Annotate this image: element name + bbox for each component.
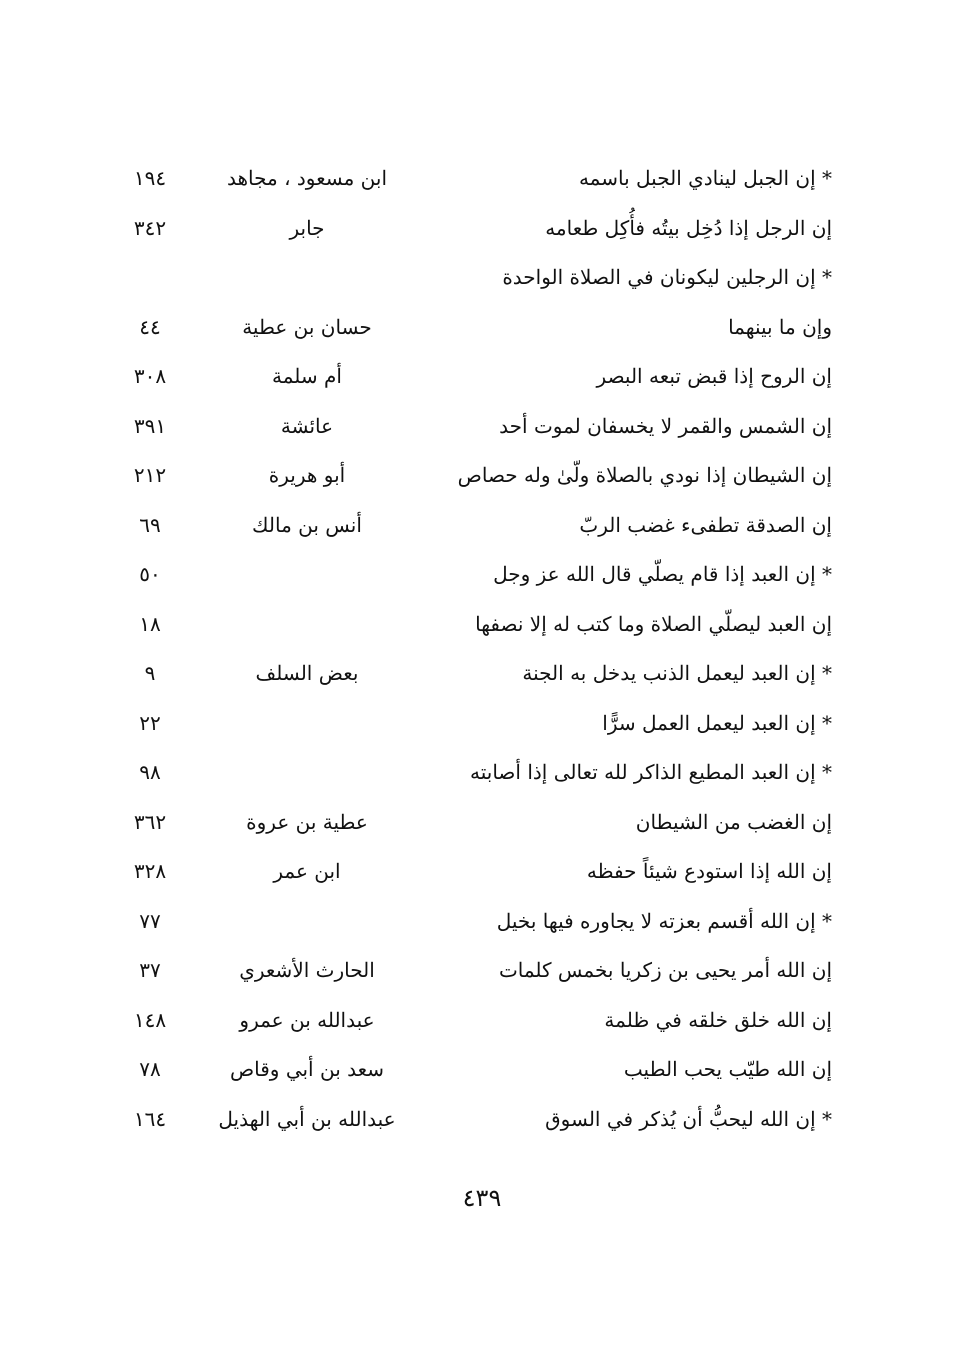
page-reference: ١٩٤ xyxy=(133,166,167,190)
narrator-name: أنس بن مالك xyxy=(252,512,362,537)
index-row xyxy=(120,748,832,798)
narrator-name: ابن عمر xyxy=(273,859,341,883)
hadith-text: إن الغضب من الشيطان xyxy=(635,809,832,834)
page-reference: ٩٨ xyxy=(139,760,161,784)
hadith-text: إن الرجل إذا دُخِل بيتُه فأُكِل طعامه xyxy=(545,215,832,240)
index-row xyxy=(120,996,832,1046)
narrator-name: بعض السلف xyxy=(255,661,359,685)
index-row xyxy=(120,303,832,353)
page-reference: ٧٨ xyxy=(139,1057,161,1081)
index-row xyxy=(120,798,832,848)
hadith-text: * إن العبد ليعمل الذنب يدخل به الجنة xyxy=(522,661,832,685)
hadith-index-list xyxy=(120,154,832,1150)
page-reference: ٧٧ xyxy=(139,908,161,933)
page-reference: ٣٩١ xyxy=(133,413,167,438)
hadith-text: وإن ما بينهما xyxy=(728,314,832,339)
hadith-text: * إن العبد ليعمل العمل سرًّا xyxy=(602,710,832,735)
index-row xyxy=(120,451,832,501)
narrator-name: عطية بن عروة xyxy=(246,809,368,834)
hadith-text: * إن الله أقسم بعزته لا يجاوره فيها بخيل xyxy=(496,908,832,933)
hadith-text: * إن الرجلين ليكونان في الصلاة الواحدة xyxy=(502,265,832,289)
index-row xyxy=(120,402,832,452)
index-row xyxy=(120,1045,832,1095)
page-reference: ٣٢٨ xyxy=(133,859,167,883)
page-reference: ٢٢ xyxy=(139,710,161,735)
hadith-text: إن العبد ليصلّي الصلاة وما كتب له إلا نصفها xyxy=(475,611,832,636)
page-reference: ١٤٨ xyxy=(133,1007,167,1032)
hadith-text: إن الروح إذا قبض تبعه البصر xyxy=(596,364,832,388)
index-row xyxy=(120,946,832,996)
page-reference: ٤٤ xyxy=(139,314,161,339)
page-reference: ٣٠٨ xyxy=(133,364,167,388)
narrator-name: الحارث الأشعري xyxy=(239,958,375,982)
page-reference: ٥٠ xyxy=(139,562,161,586)
index-row xyxy=(120,847,832,897)
page-reference: ٦٩ xyxy=(139,512,161,537)
index-row xyxy=(120,649,832,699)
index-row xyxy=(120,154,832,204)
narrator-name: عبدالله بن عمرو xyxy=(239,1007,375,1032)
page-reference: ٢١٢ xyxy=(133,463,167,487)
narrator-name: عبدالله بن أبي الهذيل xyxy=(218,1106,396,1131)
page-number: ٤٣٩ xyxy=(462,1184,502,1212)
page-reference: ٩ xyxy=(144,661,156,685)
hadith-text: إن الله طيّب يحب الطيب xyxy=(623,1057,832,1081)
page-reference: ٣٤٢ xyxy=(133,215,167,240)
hadith-text: إن الشمس والقمر لا يخسفان لموت أحد xyxy=(499,413,832,438)
index-row xyxy=(120,699,832,749)
hadith-text: * إن العبد المطيع الذاكر لله تعالى إذا أصابته xyxy=(470,760,832,784)
hadith-text: إن الصدقة تطفىء غضب الربّ xyxy=(579,512,832,537)
hadith-text: إن الشيطان إذا نودي بالصلاة ولّىٰ وله حصاص xyxy=(457,463,832,487)
narrator-name: عائشة xyxy=(280,413,334,438)
hadith-text: * إن العبد إذا قام يصلّي قال الله عز وجل xyxy=(493,562,832,586)
narrator-name: سعد بن أبي وقاص xyxy=(229,1057,385,1081)
page-reference: ١٦٤ xyxy=(133,1106,167,1131)
page-reference: ٣٦٢ xyxy=(133,809,167,834)
index-row xyxy=(120,253,832,303)
index-row xyxy=(120,501,832,551)
narrator-name: جابر xyxy=(289,215,325,240)
narrator-name: أبو هريرة xyxy=(268,463,346,487)
index-row xyxy=(120,600,832,650)
page-reference: ١٨ xyxy=(139,611,161,636)
index-row xyxy=(120,1095,832,1145)
hadith-text: * إن الله ليحبُّ أن يُذكر في السوق xyxy=(545,1106,832,1131)
hadith-text: إن الله إذا استودع شيئاً حفظه xyxy=(586,859,832,883)
index-row xyxy=(120,352,832,402)
narrator-name: ابن مسعود ، مجاهد xyxy=(226,166,388,190)
narrator-name: أم سلمة xyxy=(272,364,342,388)
index-row xyxy=(120,550,832,600)
index-row xyxy=(120,204,832,254)
index-row xyxy=(120,897,832,947)
hadith-text: * إن الجبل لينادي الجبل باسمه xyxy=(578,166,832,190)
narrator-name: حسان بن عطية xyxy=(242,314,372,339)
hadith-text: إن الله خلق خلقه في ظلمة xyxy=(604,1007,832,1032)
hadith-text: إن الله أمر يحيى بن زكريا بخمس كلمات xyxy=(498,958,832,982)
page-reference: ٣٧ xyxy=(139,958,161,982)
